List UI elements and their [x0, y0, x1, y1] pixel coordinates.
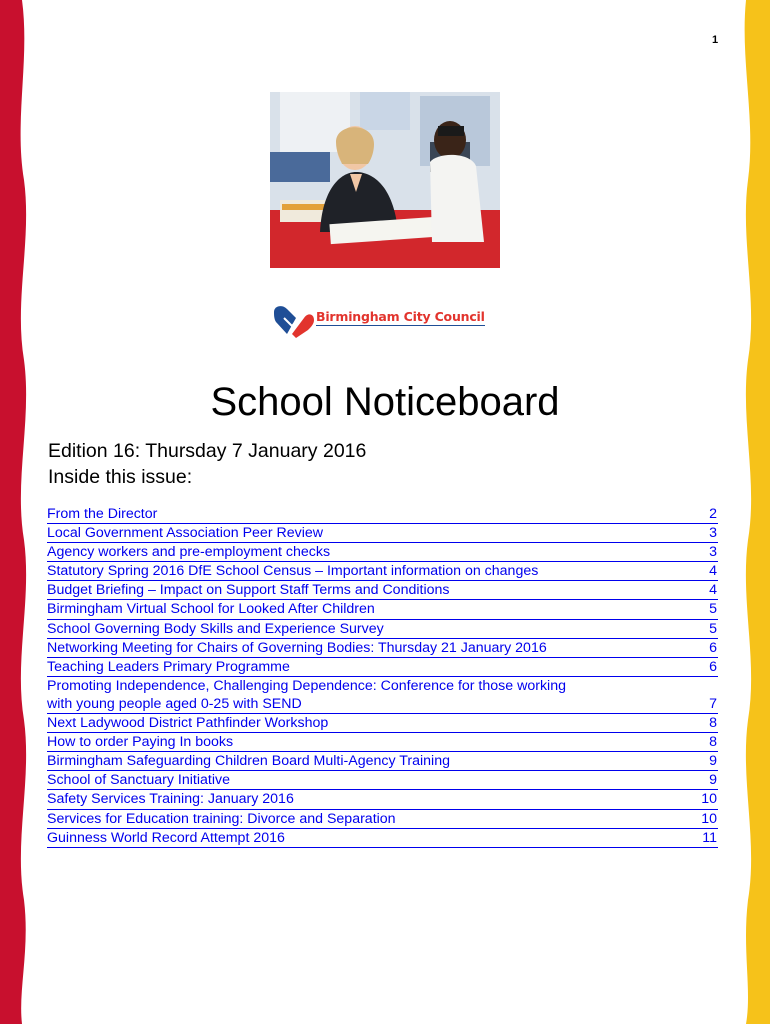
page-number: 1 — [712, 34, 719, 46]
edition-line: Edition 16: Thursday 7 January 2016 — [48, 440, 367, 462]
toc-item-safeguarding-training[interactable]: Birmingham Safeguarding Children Board Multi-Agency Training 9 — [47, 752, 718, 771]
toc-page-number: 9 — [709, 753, 717, 770]
toc-item-promoting-independence[interactable]: Promoting Independence, Challenging Dependence: Conference for those working with young people aged 0-25 with SEND 7 — [47, 677, 718, 714]
toc-page-number: 8 — [709, 734, 717, 751]
page-title: School Noticeboard — [210, 380, 560, 424]
toc-item-governing-body-survey[interactable]: School Governing Body Skills and Experience Survey 5 — [47, 620, 718, 639]
toc-page-number: 2 — [709, 506, 717, 522]
toc-item-paying-in-books[interactable]: How to order Paying In books 8 — [47, 733, 718, 752]
toc-page-number: 6 — [709, 639, 717, 656]
toc-item-ladywood-workshop[interactable]: Next Ladywood District Pathfinder Workshop 8 — [47, 714, 718, 733]
logo-text: Birmingham City Council — [316, 308, 485, 324]
toc-page-number: 3 — [709, 525, 717, 542]
toc-page-number: 8 — [709, 715, 717, 732]
toc-item-agency-workers[interactable]: Agency workers and pre-employment checks 3 — [47, 543, 718, 562]
toc-page-number: 10 — [701, 791, 717, 808]
toc-page-number: 7 — [709, 695, 717, 712]
right-yellow-ribbon — [736, 0, 770, 1024]
toc-page-number: 10 — [701, 810, 717, 827]
toc-item-safety-services[interactable]: Safety Services Training: January 2016 10 — [47, 790, 718, 809]
toc-page-number: 4 — [709, 563, 717, 580]
toc-item-lga-peer-review[interactable]: Local Government Association Peer Review 3 — [47, 524, 718, 543]
toc-page-number: 11 — [702, 829, 717, 846]
toc-item-divorce-separation[interactable]: Services for Education training: Divorce and Separation 10 — [47, 810, 718, 829]
toc-page-number: 6 — [709, 658, 717, 675]
heart-logo-icon — [270, 304, 314, 340]
toc-item-budget-briefing[interactable]: Budget Briefing – Impact on Support Staff Terms and Conditions 4 — [47, 581, 718, 600]
toc-item-teaching-leaders[interactable]: Teaching Leaders Primary Programme 6 — [47, 658, 718, 677]
toc-item-school-of-sanctuary[interactable]: School of Sanctuary Initiative 9 — [47, 771, 718, 790]
council-logo — [270, 302, 510, 342]
table-of-contents — [47, 505, 718, 848]
toc-item-networking-meeting[interactable]: Networking Meeting for Chairs of Governing Bodies: Thursday 21 January 2016 6 — [47, 639, 718, 658]
toc-item-from-the-director[interactable]: From the Director 2 — [47, 505, 718, 524]
inside-heading: Inside this issue: — [48, 466, 193, 488]
toc-page-number: 9 — [709, 772, 717, 789]
classroom-photo — [270, 92, 500, 268]
toc-page-number: 3 — [709, 544, 717, 561]
left-red-ribbon — [0, 0, 34, 1024]
toc-item-school-census[interactable]: Statutory Spring 2016 DfE School Census – Important information on changes 4 — [47, 562, 718, 581]
toc-item-guinness-record[interactable]: Guinness World Record Attempt 2016 11 — [47, 829, 718, 848]
toc-page-number: 4 — [709, 582, 717, 599]
toc-item-virtual-school[interactable]: Birmingham Virtual School for Looked After Children 5 — [47, 600, 718, 619]
toc-page-number: 5 — [709, 601, 717, 618]
toc-page-number: 5 — [709, 620, 717, 637]
